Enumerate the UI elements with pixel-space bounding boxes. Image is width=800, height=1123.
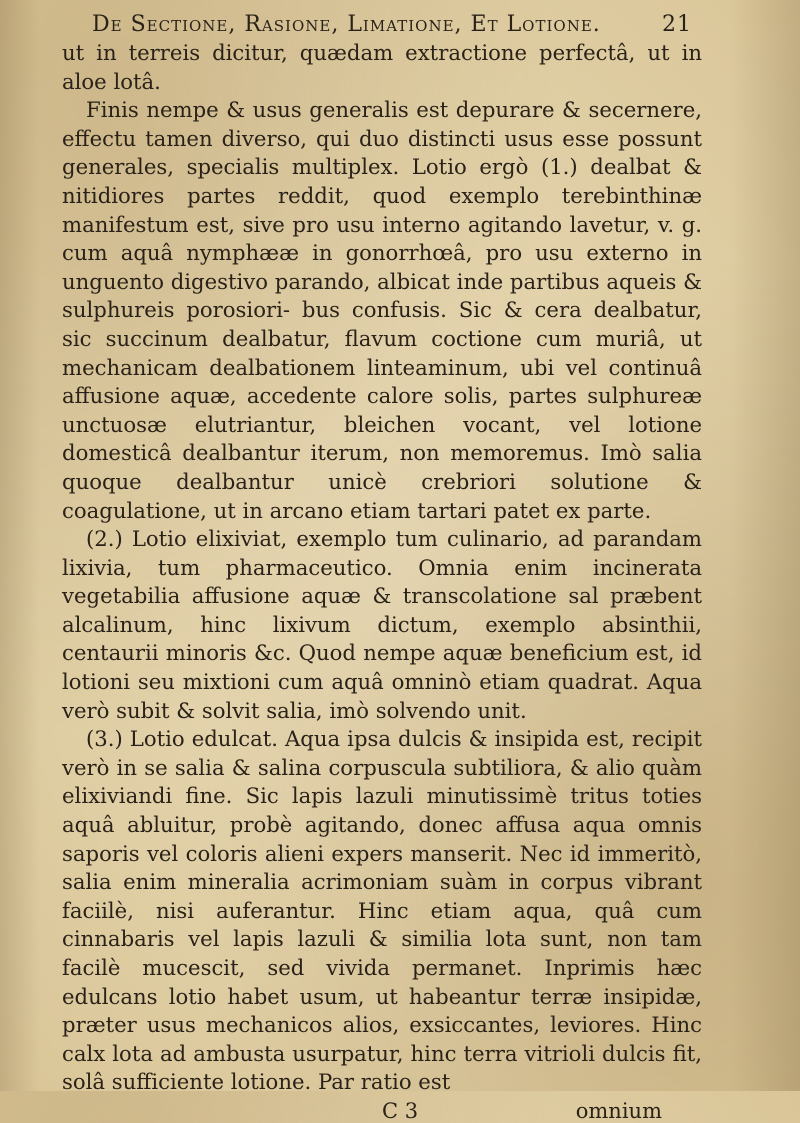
page-edge-shadow-left [0,0,40,1091]
paragraph-edulcat: (3.) Lotio edulcat. Aqua ipsa dulcis & insipida est, recipit verò in se salia & salina corpuscula subtiliora, & alio quàm elixiviandi fine. Sic lapis lazuli minutissimè tritus toties aquâ abluitur, probè agitando, donec affusa aqua omnis saporis vel coloris alieni expers manserit. Nec id immeritò, salia enim mineralia acrimoniam suàm in corpus vibrant faciilè, nisi auferantur. Hinc etiam aqua, quâ cum cinnabaris vel lapis lazuli & similia lota sunt, non tam facilè mucescit, sed vivida permanet. Inprimis hæc edulcans lotio habet usum, ut habeantur terræ insipidæ, præter usus mechanicos alios, exsiccantes, leviores. Hinc calx lota ad ambusta usurpatur, hinc terra vitrioli dulcis fit, solâ sufficiente lotione. Par ratio est [62,726,702,1095]
signature-mark: C 3 [382,1098,419,1123]
running-header [92,12,702,37]
running-title: De Sectione, Rasione, Limatione, Et Lotione. [92,12,601,37]
paragraph-elixiviat: (2.) Lotio elixiviat, exemplo tum culinario, ad parandam lixivia, tum pharmaceutico. Omnia enim incinerata vegetabilia affusione aquæ & transcolatione sal præbent alcalinum, hinc lixivum dictum, exemplo absinthii, centaurii minoris &c. Quod nempe aquæ beneficium est, id lotioni seu mixtioni cum aquâ omninò etiam quadrat. Aqua verò subit & solvit salia, imò solvendo unit. [62,526,702,723]
book-page [62,12,702,1123]
catchword: omnium [575,1098,662,1123]
page-footer [62,1099,702,1123]
page-edge-shadow-right [730,0,800,1091]
page-number: 21 [662,12,692,37]
paragraph-continuation: ut in terreis dicitur, quædam extractione perfectâ, ut in aloe lotâ. [62,40,702,94]
paragraph-finis: Finis nempe & usus generalis est depurare & secernere, effectu tamen diverso, qui duo distincti usus esse possunt generales, specialis multiplex. Lotio ergò (1.) dealbat & nitidiores partes reddit, quod exemplo terebinthinæ manifestum est, sive pro usu interno agitando lavetur, v. g. cum aquâ nymphææ in gonorrhœâ, pro usu externo in unguento digestivo parando, albicat inde partibus aqueis & sulphureis porosiori- bus confusis. Sic & cera dealbatur, sic succinum dealbatur, flavum coctione cum muriâ, ut mechanicam dealbationem linteaminum, ubi vel continuâ affusione aquæ, accedente calore solis, partes sulphureæ unctuosæ elutriantur, bleichen vocant, vel lotione domesticâ dealbantur iterum, non memoremus. Imò salia quoque dealbantur unicè crebriori solutione & coagulatione, ut in arcano etiam tartari patet ex parte. [62,97,702,523]
